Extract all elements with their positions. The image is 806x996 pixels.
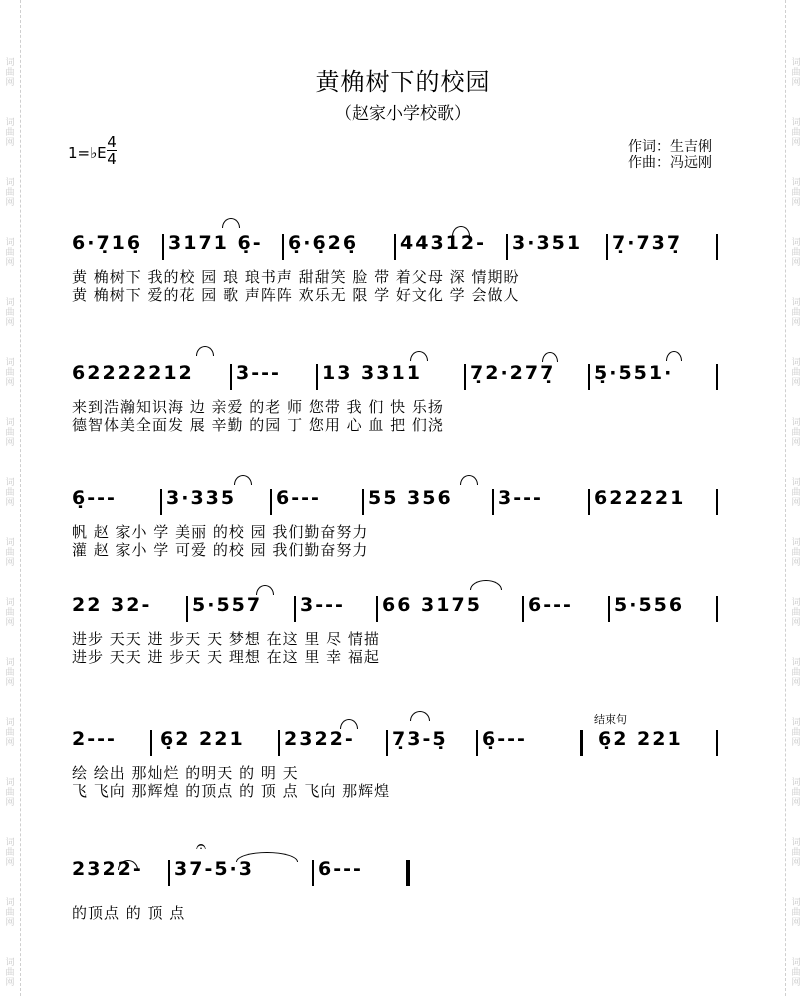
watermark-glyphs: 词 曲 网 bbox=[791, 58, 801, 88]
bar-line bbox=[606, 234, 608, 260]
watermark-glyphs: 词 曲 网 bbox=[5, 118, 15, 148]
measure-notes: 7̣2·277̣ bbox=[470, 362, 556, 384]
watermark-glyphs: 词 曲 网 bbox=[5, 358, 15, 388]
bar-line bbox=[230, 364, 232, 390]
slur-mark bbox=[236, 852, 298, 862]
bar-line bbox=[716, 234, 718, 260]
time-signature-bottom: 4 bbox=[107, 150, 117, 168]
measure-notes: 6̣2 221 bbox=[598, 728, 683, 750]
slur-mark bbox=[470, 580, 502, 590]
measure-notes: 3--- bbox=[300, 594, 345, 616]
bar-line bbox=[464, 364, 466, 390]
slur-mark bbox=[452, 226, 470, 236]
measure-notes: 5·557 bbox=[192, 594, 263, 616]
bar-line bbox=[716, 596, 718, 622]
watermark-glyphs: 词 曲 网 bbox=[791, 238, 801, 268]
lyric-line: 的顶点 的 顶 点 bbox=[72, 904, 186, 922]
watermark-strip-right bbox=[785, 0, 806, 996]
lyric-line: 进步 天天 进 步天 天 梦想 在这 里 尽 情描 bbox=[72, 630, 380, 648]
watermark-glyphs: 词 曲 网 bbox=[791, 958, 801, 988]
measure-notes: 37-5·3 bbox=[174, 858, 254, 880]
measure-notes: 13 3311 bbox=[322, 362, 422, 384]
measure-notes: 6--- bbox=[276, 487, 321, 509]
measure-notes: 2322- bbox=[284, 728, 355, 750]
bar-line bbox=[186, 596, 188, 622]
measure-notes: 62222212 bbox=[72, 362, 194, 384]
slur-mark bbox=[460, 475, 478, 485]
key-signature: 1=♭E bbox=[68, 144, 107, 162]
watermark-glyphs: 词 曲 网 bbox=[791, 538, 801, 568]
watermark-glyphs: 词 曲 网 bbox=[791, 358, 801, 388]
lyric-line: 进步 天天 进 步天 天 理想 在这 里 幸 福起 bbox=[72, 648, 380, 666]
watermark-glyphs: 词 曲 网 bbox=[5, 478, 15, 508]
bar-line bbox=[476, 730, 478, 756]
watermark-glyphs: 词 曲 网 bbox=[5, 178, 15, 208]
watermark-glyphs: 词 曲 网 bbox=[791, 478, 801, 508]
watermark-glyphs: 词 曲 网 bbox=[5, 418, 15, 448]
lyric-line: 来到浩瀚知识海 边 亲爱 的老 师 您带 我 们 快 乐扬 bbox=[72, 398, 444, 416]
measure-notes: 6·7̣16̣ bbox=[72, 232, 143, 254]
slur-mark bbox=[542, 352, 558, 362]
measure-notes: 6̣--- bbox=[72, 487, 117, 509]
lyric-line: 黄 桷树下 爱的花 园 歌 声阵阵 欢乐无 限 学 好文化 学 会做人 bbox=[72, 286, 520, 304]
bar-line bbox=[282, 234, 284, 260]
watermark-glyphs: 词 曲 网 bbox=[5, 958, 15, 988]
slur-mark bbox=[196, 346, 214, 356]
ending-label: 结束句 bbox=[594, 713, 627, 726]
lyric-line: 帆 赵 家小 学 美丽 的校 园 我们勤奋努力 bbox=[72, 523, 369, 541]
measure-notes: 6--- bbox=[318, 858, 363, 880]
bar-line bbox=[716, 489, 718, 515]
measure-notes: 55 356 bbox=[368, 487, 453, 509]
bar-line bbox=[716, 730, 718, 756]
slur-mark bbox=[234, 475, 252, 485]
measure-notes: 5̣·551· bbox=[594, 362, 674, 384]
slur-mark bbox=[256, 585, 274, 595]
watermark-glyphs: 词 曲 网 bbox=[791, 718, 801, 748]
watermark-glyphs: 词 曲 网 bbox=[791, 598, 801, 628]
song-title: 黄桷树下的校园 bbox=[315, 68, 491, 96]
slur-mark bbox=[666, 351, 682, 361]
bar-line bbox=[588, 364, 590, 390]
measure-notes: 3·335 bbox=[166, 487, 237, 509]
watermark-glyphs: 词 曲 网 bbox=[791, 298, 801, 328]
watermark-glyphs: 词 曲 网 bbox=[791, 898, 801, 928]
bar-line bbox=[362, 489, 364, 515]
measure-notes: 66 3175 bbox=[382, 594, 482, 616]
slur-mark bbox=[340, 719, 358, 729]
watermark-glyphs: 词 曲 网 bbox=[5, 538, 15, 568]
measure-notes: 44312- bbox=[400, 232, 486, 254]
slur-mark bbox=[410, 351, 428, 361]
watermark-glyphs: 词 曲 网 bbox=[791, 838, 801, 868]
fermata-icon: 𝄐 bbox=[196, 836, 207, 857]
watermark-glyphs: 词 曲 网 bbox=[5, 718, 15, 748]
bar-line bbox=[150, 730, 152, 756]
lyric-line: 飞 飞向 那辉煌 的顶点 的 顶 点 飞向 那辉煌 bbox=[72, 782, 391, 800]
lyric-line: 绘 绘出 那灿烂 的明天 的 明 天 bbox=[72, 764, 299, 782]
measure-notes: 622221 bbox=[594, 487, 686, 509]
bar-line bbox=[160, 489, 162, 515]
bar-line bbox=[580, 730, 583, 756]
measure-notes: 22 32- bbox=[72, 594, 152, 616]
lyric-line: 灌 赵 家小 学 可爱 的校 园 我们勤奋努力 bbox=[72, 541, 369, 559]
time-signature bbox=[106, 134, 118, 167]
watermark-glyphs: 词 曲 网 bbox=[5, 298, 15, 328]
song-subtitle: （赵家小学校歌） bbox=[335, 104, 471, 124]
composer-credit: 作曲：冯远刚 bbox=[628, 155, 712, 171]
watermark-glyphs: 词 曲 网 bbox=[5, 238, 15, 268]
slur-mark bbox=[410, 711, 430, 721]
measure-notes: 7̣3-5̣ bbox=[392, 728, 448, 750]
bar-line bbox=[278, 730, 280, 756]
watermark-glyphs: 词 曲 网 bbox=[791, 118, 801, 148]
measure-notes: 3--- bbox=[236, 362, 281, 384]
bar-line bbox=[162, 234, 164, 260]
bar-line bbox=[316, 364, 318, 390]
bar-line bbox=[376, 596, 378, 622]
measure-notes: 3171 6̣- bbox=[168, 232, 263, 254]
watermark-strip-left bbox=[0, 0, 21, 996]
bar-line bbox=[270, 489, 272, 515]
bar-line bbox=[168, 860, 170, 886]
slur-mark bbox=[222, 218, 240, 228]
bar-line bbox=[522, 596, 524, 622]
bar-line bbox=[312, 860, 314, 886]
measure-notes: 6̣2 221 bbox=[160, 728, 245, 750]
measure-notes: 6̣·6̣26̣ bbox=[288, 232, 359, 254]
measure-notes: 2322- bbox=[72, 858, 143, 880]
bar-line bbox=[492, 489, 494, 515]
bar-line bbox=[294, 596, 296, 622]
watermark-glyphs: 词 曲 网 bbox=[5, 898, 15, 928]
lyricist-credit: 作词：生吉俐 bbox=[628, 139, 712, 155]
lyric-line: 德智体美全面发 展 辛勤 的园 丁 您用 心 血 把 们浇 bbox=[72, 416, 444, 434]
measure-notes: 2--- bbox=[72, 728, 117, 750]
watermark-glyphs: 词 曲 网 bbox=[5, 778, 15, 808]
watermark-glyphs: 词 曲 网 bbox=[5, 598, 15, 628]
bar-line bbox=[608, 596, 610, 622]
bar-line bbox=[588, 489, 590, 515]
watermark-glyphs: 词 曲 网 bbox=[5, 658, 15, 688]
measure-notes: 6̣--- bbox=[482, 728, 527, 750]
bar-line bbox=[506, 234, 508, 260]
watermark-glyphs: 词 曲 网 bbox=[5, 58, 15, 88]
bar-line bbox=[394, 234, 396, 260]
bar-line bbox=[406, 860, 410, 886]
bar-line bbox=[716, 364, 718, 390]
watermark-glyphs: 词 曲 网 bbox=[5, 838, 15, 868]
measure-notes: 7̣·737̣ bbox=[612, 232, 683, 254]
measure-notes: 3·351 bbox=[512, 232, 583, 254]
watermark-glyphs: 词 曲 网 bbox=[791, 778, 801, 808]
watermark-glyphs: 词 曲 网 bbox=[791, 658, 801, 688]
measure-notes: 3--- bbox=[498, 487, 543, 509]
time-signature-top: 4 bbox=[107, 133, 117, 151]
bar-line bbox=[386, 730, 388, 756]
watermark-glyphs: 词 曲 网 bbox=[791, 178, 801, 208]
measure-notes: 5·556 bbox=[614, 594, 685, 616]
measure-notes: 6--- bbox=[528, 594, 573, 616]
lyric-line: 黄 桷树下 我的校 园 琅 琅书声 甜甜笑 脸 带 着父母 深 情期盼 bbox=[72, 268, 520, 286]
watermark-glyphs: 词 曲 网 bbox=[791, 418, 801, 448]
